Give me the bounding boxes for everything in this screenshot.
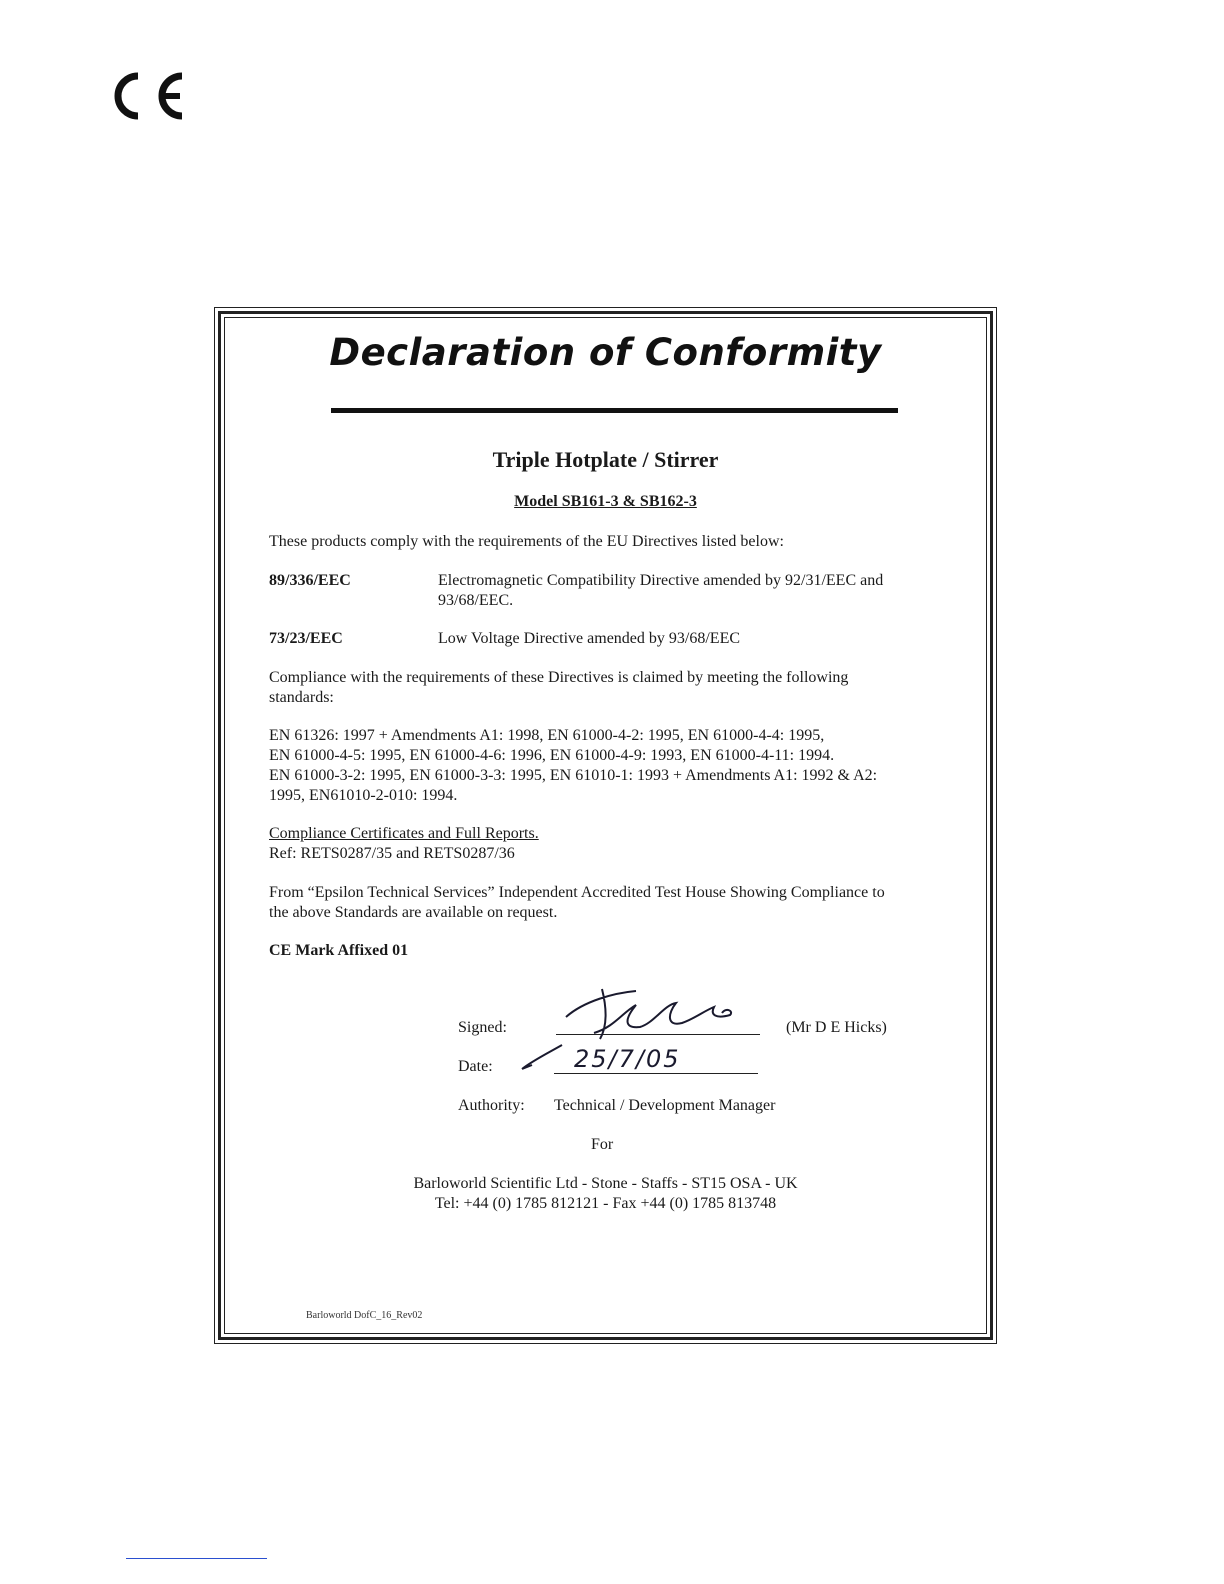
intro-text: These products comply with the requirements of the EU Directives listed below:	[269, 533, 784, 550]
title-underline	[331, 408, 898, 413]
certificate-content	[214, 307, 997, 1344]
compliance-text-cont: standards:	[269, 689, 334, 706]
directive-description-cont: 93/68/EEC.	[438, 592, 514, 609]
certificates-heading: Compliance Certificates and Full Reports.	[269, 825, 539, 842]
directive-code: 89/336/EEC	[269, 572, 351, 589]
company-contact: Tel: +44 (0) 1785 812121 - Fax +44 (0) 1785 813748	[434, 1195, 777, 1212]
certificates-ref: Ref: RETS0287/35 and RETS0287/36	[269, 845, 515, 862]
compliance-text: Compliance with the requirements of these Directives is claimed by meeting the following	[269, 669, 849, 686]
footnote-separator	[126, 1558, 267, 1559]
directive-code: 73/23/EEC	[269, 630, 343, 647]
company-address: Barloworld Scientific Ltd - Stone - Staffs - ST15 OSA - UK	[413, 1175, 798, 1192]
epsilon-text-cont: the above Standards are available on request.	[269, 904, 558, 921]
epsilon-text: From “Epsilon Technical Services” Independent Accredited Test House Showing Compliance to	[269, 884, 885, 901]
standards-line: EN 61000-4-5: 1995, EN 61000-4-6: 1996, EN 61000-4-9: 1993, EN 61000-4-11: 1994.	[269, 747, 835, 764]
directive-description: Low Voltage Directive amended by 93/68/EEC	[438, 630, 741, 647]
document-title: Declaration of Conformity	[329, 331, 882, 374]
signer-name: (Mr D E Hicks)	[786, 1019, 887, 1036]
ce-affixed: CE Mark Affixed 01	[269, 942, 409, 959]
document-code: Barloworld DofC_16_Rev02	[306, 1310, 423, 1321]
date-line	[554, 1073, 758, 1074]
product-name: Triple Hotplate / Stirrer	[492, 447, 719, 472]
standards-line: EN 61326: 1997 + Amendments A1: 1998, EN 61000-4-2: 1995, EN 61000-4-4: 1995,	[269, 727, 825, 744]
handwritten-date: 25/7/05	[574, 1045, 681, 1073]
directive-description: Electromagnetic Compatibility Directive amended by 92/31/EEC and	[438, 572, 884, 589]
handwritten-signature	[554, 983, 754, 1041]
signed-label: Signed:	[458, 1019, 507, 1036]
signature-tail	[518, 1041, 566, 1071]
authority-value: Technical / Development Manager	[554, 1097, 776, 1114]
standards-line: EN 61000-3-2: 1995, EN 61000-3-3: 1995, EN 61010-1: 1993 + Amendments A1: 1992 & A2:	[269, 767, 878, 784]
standards-line: 1995, EN61010-2-010: 1994.	[269, 787, 458, 804]
authority-label: Authority:	[458, 1097, 525, 1114]
date-label: Date:	[458, 1058, 493, 1075]
for-label: For	[591, 1136, 614, 1153]
model-number: Model SB161-3 & SB162-3	[514, 493, 697, 510]
ce-mark-logo	[108, 66, 188, 126]
